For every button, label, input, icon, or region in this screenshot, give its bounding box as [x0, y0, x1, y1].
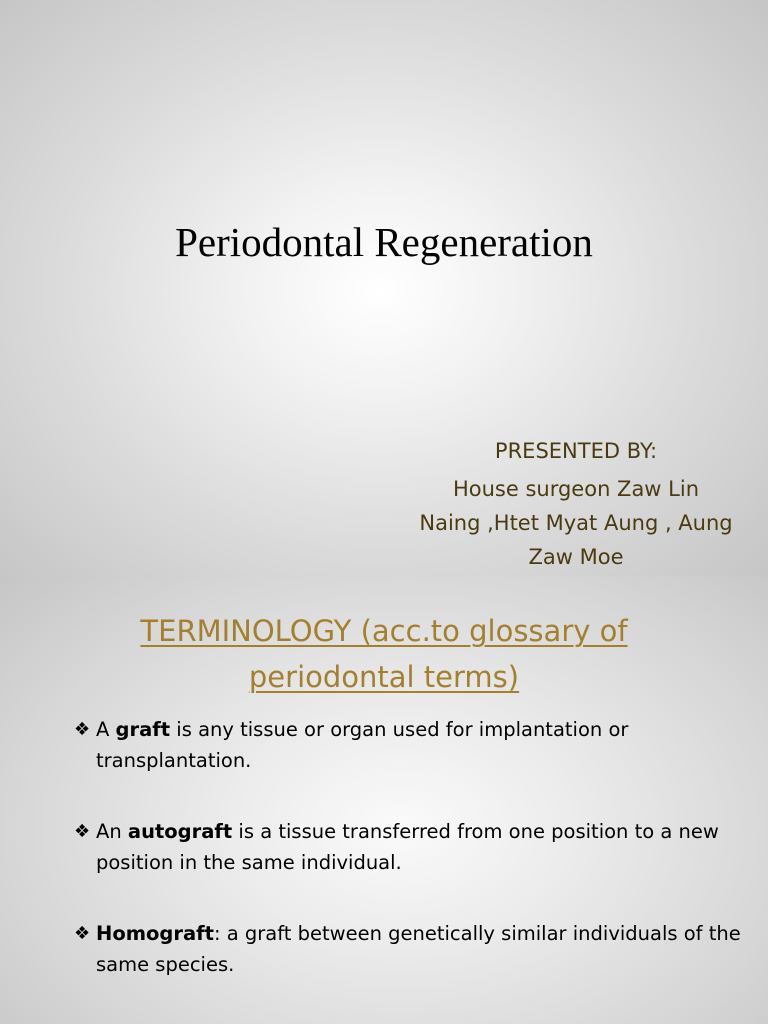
terminology-list	[74, 714, 754, 1020]
presenter-label: PRESENTED BY:	[494, 439, 658, 463]
bullet-text: is a tissue transferred from one position to a new position in the same individual.	[96, 820, 719, 874]
presenter-line-1: House surgeon Zaw Lin	[452, 477, 700, 501]
bullet-text: is any tissue or organ used for implantation or transplantation.	[96, 718, 629, 772]
presenter-block	[392, 434, 760, 574]
presenter-line-2: Naing ,Htet Myat Aung , Aung	[419, 511, 733, 535]
heading-line-2: periodontal terms)	[248, 660, 520, 694]
bullet-text: : a graft between genetically similar individuals of the same species.	[96, 922, 741, 976]
diamond-bullet-icon: ❖	[74, 923, 91, 944]
list-item	[74, 816, 754, 878]
presenter-line-3: Zaw Moe	[528, 545, 624, 569]
terminology-heading	[80, 608, 688, 700]
bullet-term: autograft	[127, 820, 233, 843]
bullet-term: Homograft	[96, 922, 214, 945]
bullet-prefix: An	[96, 820, 128, 843]
list-item	[74, 918, 754, 980]
diamond-bullet-icon: ❖	[74, 821, 91, 842]
slide-title-text: Periodontal Regeneration	[175, 219, 593, 265]
bullet-prefix: A	[96, 718, 116, 741]
bullet-term: graft	[115, 718, 171, 741]
diamond-bullet-icon: ❖	[74, 719, 91, 740]
list-item	[74, 714, 754, 776]
heading-line-1: TERMINOLOGY (acc.to glossary of	[140, 614, 628, 648]
